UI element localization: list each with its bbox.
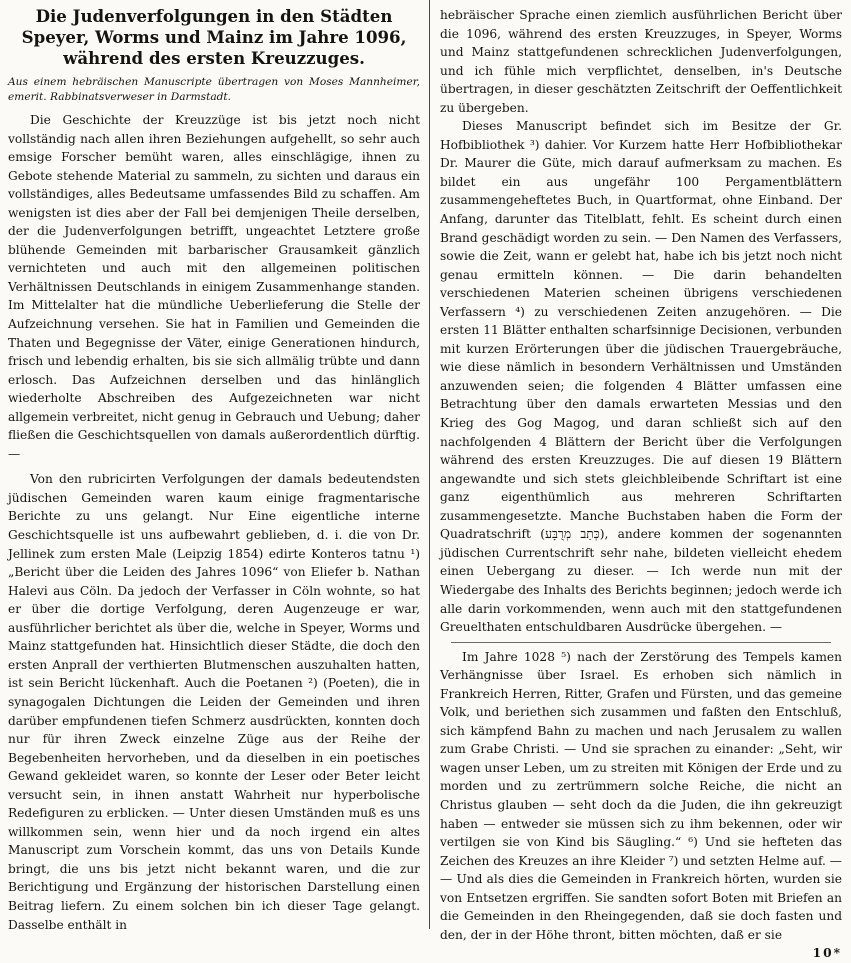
paragraph-2: Von den rubricirten Verfolgungen der damals bedeutendsten jüdischen Gemeinden waren kaum einige fragmentarische Berichte zu uns gelangt. Nur Eine eigentliche interne Geschichtsquelle ist uns aufbewahrt geblieben, d. i. die von Dr. Jellinek zum ersten Male (Leipzig 1854) edirte Konteros tatnu ¹) „Bericht über die Leiden des Jahres 1096“ von Eliefer b. Nathan Halevi aus Cöln. Da jedoch der Verfasser in Cöln wohnte, so hat er über die dortige Verfolgung, deren Augenzeuge er war, ausführlicher berichtet als über die, welche in Speyer, Worms und Mainz stattgefunden hat. Hinsichtlich dieser Städte, die doch den ersten Anprall der verthierten Blutmenschen auszuhalten hatten, ist sein Bericht lückenhaft. Auch die Poetanen ²) (Poeten), die in synagogalen Dichtungen die Leiden der Gemeinden und ihren darüber empfundenen tiefen Schmerz ausdrückten, konnten doch nur für ihren Zweck einzelne Züge aus der Reihe der Begebenheiten hervorheben, und da dieselben in ein poetisches Gewand gekleidet waren, so konnte der Leser oder Beter leicht versucht sein, in ihnen anstatt Wahrheit nur hyperbolische Redefiguren zu erblicken. — Unter diesen Umständen muß es uns willkommen sein, wenn hier und da noch irgend ein altes Manuscript zum Vorschein kommt, das uns von Details Kunde bringt, die uns bis jetzt nicht bekannt waren, und die zur Berichtigung und Ergänzung der historischen Darstellung einen Beitrag liefern. Zu einem solchen bin ich dieser Tage gelangt. Dasselbe enthält in: [8, 472, 420, 932]
left-column: [8, 6, 420, 934]
article-subtitle: Aus einem hebräischen Manuscripte übertragen von Moses Mannheimer, emerit. Rabbinatsverweser in Darmstadt.: [8, 76, 420, 103]
right-column: [440, 6, 842, 963]
paragraph-5: Im Jahre 1028 ⁵) nach der Zerstörung des Tempels kamen Verhängnisse über Israel. Es erhoben sich nämlich in Frankreich Herren, Ritter, Grafen und Fürsten, und das gemeine Volk, und beriethen sich zusammen und faßten den Entschluß, sich kämpfend Bahn zu machen und nach Jerusalem zu wallen zum Grabe Christi. — Und sie sprachen zu einander: „Seht, wir wagen unser Leben, um zu streiten mit Königen der Erde und zu morden und zu zertrümmern solche Reiche, die nicht an Christus glauben — seht doch da die Juden, die ihn gekreuzigt haben — entweder sie müssen sich zu ihm bekennen, oder wir vertilgen sie von Kind bis Säugling.“ ⁶) Und sie hefteten das Zeichen des Kreuzes an ihre Kleider ⁷) und setzten Helme auf. — — Und als dies die Gemeinden in Frankreich hörten, wurden sie von Entsetzen ergriffen. Sie sandten sofort Boten mit Briefen an die Gemeinden in den Rheingegenden, daß sie doch fasten und den, der in der Höhe thront, bitten möchten, daß er sie: [440, 649, 842, 942]
folio-mark: 10*: [812, 946, 842, 961]
paragraph-4: Dieses Manuscript befindet sich im Besitze der Gr. Hofbibliothek ³) dahier. Vor Kurzem hatte Herr Hofbibliothekar Dr. Maurer die Güte, mich darauf aufmerksam zu machen. Es bildet ein aus ungefähr 100 Pergamentblättern zusammengeheftetes Buch, in Quartformat, ohne Einband. Der Anfang, darunter das Titelblatt, fehlt. Es scheint durch einen Brand geschädigt worden zu sein. — Den Namen des Verfassers, sowie die Zeit, wann er gelebt hat, habe ich bis jetzt noch nicht genau ermitteln können. — Die darin behandelten verschiedenen Materien scheinen übrigens verschiedenen Verfassern ⁴) zu verschiedenen Zeiten anzugehören. — Die ersten 11 Blätter enthalten scharfsinnige Decisionen, verbunden mit kurzen Erörterungen über die jüdischen Trauergebräuche, wie diese nämlich in besondern Verhältnissen und Umständen anzuwenden seien; die folgenden 4 Blätter umfassen eine Betrachtung über den damals erwarteten Messias und den Krieg des Gog Magog, und daran schließt sich auf den nachfolgenden 4 Blättern der Bericht über die Verfolgungen während des ersten Kreuzzuges. Die auf diesen 19 Blättern angewandte und sich stets gleichbleibende Schriftart ist eine ganz eigenthümlich aus mehreren Schriftarten zusammengesetzte. Manche Buchstaben haben die Form der Quadratschrift (כְּתַב מְרֻבָּע), andere kommen der sogenannten jüdischen Currentschrift sehr nahe, bildeten vielleicht ehedem einen Uebergang zu dieser. — Ich werde nun mit der Wiedergabe des Inhalts des Berichts beginnen; jedoch werde ich alle darin vorkommenden, wenn auch mit den stattgefundenen Greuelthaten entschuldbaren Ausdrücke übergehen. —: [440, 119, 843, 635]
article-title: Die Judenverfolgungen in den Städten Speyer, Worms und Mainz im Jahre 1096, während des ersten Kreuzzuges.: [21, 6, 407, 68]
column-divider: [429, 0, 430, 929]
paragraph-1: Die Geschichte der Kreuzzüge ist bis jetzt noch nicht vollständig nach allen ihren Beziehungen aufgehellt, so sehr auch emsige Forscher bemüht waren, alles einschlägige, ihnen zu Gebote stehende Material zu sammeln, zu sichten und daraus ein vollständiges, alles Bedeutsame umfassendes Bild zu schaffen. Am wenigsten ist dies aber der Fall bei demjenigen Theile derselben, der die Judenverfolgungen betrifft, ungeachtet Letztere große blühende Gemeinden mit barbarischer Grausamkeit gänzlich vernichteten und auch mit den allgemeinen politischen Verhältnissen Deutschlands in einigem Zusammenhange standen. Im Mittelalter hat die mündliche Ueberlieferung die Stelle der Aufzeichnung versehen. Sie hat in Familien und Gemeinden die Thaten und Begegnisse der Väter, einige Generationen hindurch, frisch und lebendig erhalten, bis sie sich allmälig trübte und dann erlosch. Das Aufzeichnen derselben und das hinlänglich wiederholte Abschreiben des Aufgezeichneten war nicht allgemein verbreitet, nicht genug in Gebrauch und Uebung; daher fließen die Geschichtsquellen von damals außerordentlich dürftig. —: [8, 113, 420, 461]
paragraph-3: hebräischer Sprache einen ziemlich ausführlichen Bericht über die 1096, während des ersten Kreuzzuges, in Speyer, Worms und Mainz stattgefundenen schrecklichen Judenverfolgungen, und ich fühle mich verpflichtet, denselben, in's Deutsche übertragen, in dieser geschätzten Zeitschrift der Oeffentlichkeit zu übergeben.: [440, 8, 842, 115]
section-separator: [451, 642, 831, 643]
